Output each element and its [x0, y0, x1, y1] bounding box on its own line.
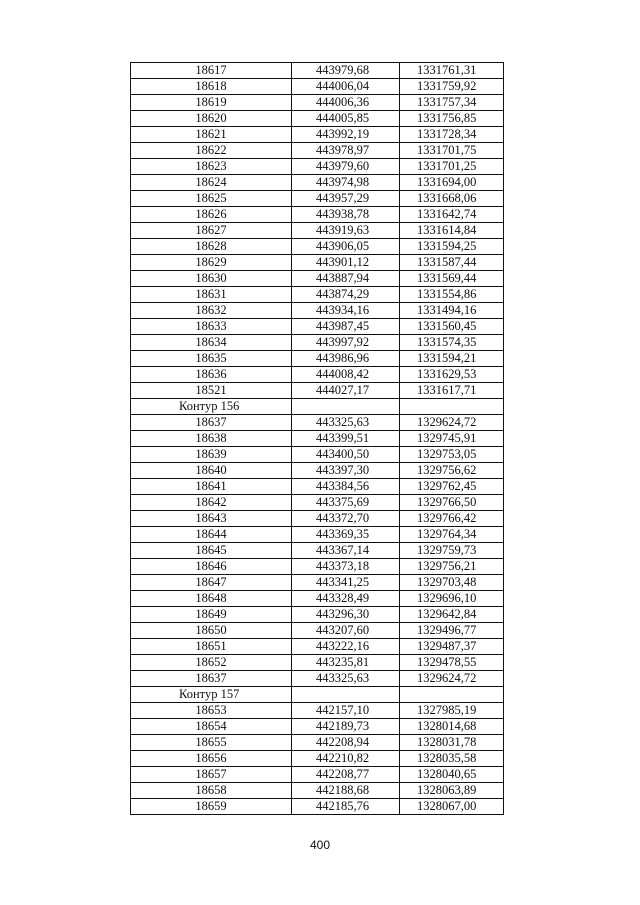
table-row — [131, 239, 504, 255]
y-coordinate: 1331668,06 — [400, 191, 504, 207]
x-coordinate: 443375,69 — [292, 495, 400, 511]
y-coordinate: 1329766,50 — [400, 495, 504, 511]
point-number: 18641 — [131, 479, 292, 495]
contour-heading-row — [131, 399, 504, 415]
table-row — [131, 479, 504, 495]
point-number: 18654 — [131, 719, 292, 735]
y-coordinate: 1329745,91 — [400, 431, 504, 447]
table-row — [131, 367, 504, 383]
y-coordinate: 1329696,10 — [400, 591, 504, 607]
x-coordinate: 443235,81 — [292, 655, 400, 671]
table-row — [131, 319, 504, 335]
table-row — [131, 591, 504, 607]
y-coordinate: 1331757,34 — [400, 95, 504, 111]
table-row — [131, 271, 504, 287]
x-coordinate: 443906,05 — [292, 239, 400, 255]
table-row — [131, 767, 504, 783]
table-row — [131, 751, 504, 767]
x-coordinate: 443328,49 — [292, 591, 400, 607]
y-coordinate: 1331756,85 — [400, 111, 504, 127]
point-number: 18629 — [131, 255, 292, 271]
table-row — [131, 447, 504, 463]
point-number: 18645 — [131, 543, 292, 559]
y-coordinate: 1328063,89 — [400, 783, 504, 799]
y-coordinate: 1331694,00 — [400, 175, 504, 191]
y-coordinate: 1331629,53 — [400, 367, 504, 383]
contour-label: Контур 156 — [131, 399, 292, 415]
y-coordinate: 1329756,21 — [400, 559, 504, 575]
table-row — [131, 527, 504, 543]
table-row — [131, 63, 504, 79]
table-row — [131, 143, 504, 159]
x-coordinate: 443901,12 — [292, 255, 400, 271]
x-coordinate: 444008,42 — [292, 367, 400, 383]
point-number: 18649 — [131, 607, 292, 623]
y-coordinate: 1328014,68 — [400, 719, 504, 735]
point-number: 18640 — [131, 463, 292, 479]
y-coordinate: 1327985,19 — [400, 703, 504, 719]
point-number: 18625 — [131, 191, 292, 207]
point-number: 18628 — [131, 239, 292, 255]
y-coordinate: 1328035,58 — [400, 751, 504, 767]
y-coordinate: 1329703,48 — [400, 575, 504, 591]
point-number: 18648 — [131, 591, 292, 607]
point-number: 18644 — [131, 527, 292, 543]
y-coordinate: 1329762,45 — [400, 479, 504, 495]
table-row — [131, 511, 504, 527]
table-row — [131, 95, 504, 111]
point-number: 18643 — [131, 511, 292, 527]
point-number: 18650 — [131, 623, 292, 639]
table-row — [131, 431, 504, 447]
point-number: 18651 — [131, 639, 292, 655]
x-coordinate: 443399,51 — [292, 431, 400, 447]
table-row — [131, 287, 504, 303]
point-number: 18639 — [131, 447, 292, 463]
table-row — [131, 159, 504, 175]
x-coordinate: 443997,92 — [292, 335, 400, 351]
x-coordinate: 442189,73 — [292, 719, 400, 735]
x-coordinate: 443987,45 — [292, 319, 400, 335]
y-coordinate: 1329766,42 — [400, 511, 504, 527]
point-number: 18642 — [131, 495, 292, 511]
point-number: 18657 — [131, 767, 292, 783]
point-number: 18656 — [131, 751, 292, 767]
point-number: 18633 — [131, 319, 292, 335]
y-coordinate: 1331594,25 — [400, 239, 504, 255]
table-row — [131, 223, 504, 239]
table-row — [131, 783, 504, 799]
table-row — [131, 175, 504, 191]
y-coordinate: 1331560,45 — [400, 319, 504, 335]
y-coordinate: 1331642,74 — [400, 207, 504, 223]
point-number: 18637 — [131, 415, 292, 431]
point-number: 18630 — [131, 271, 292, 287]
table-row — [131, 655, 504, 671]
x-coordinate: 442210,82 — [292, 751, 400, 767]
x-coordinate: 443207,60 — [292, 623, 400, 639]
point-number: 18634 — [131, 335, 292, 351]
point-number: 18621 — [131, 127, 292, 143]
y-coordinate: 1331569,44 — [400, 271, 504, 287]
x-coordinate: 443296,30 — [292, 607, 400, 623]
x-coordinate: 442208,77 — [292, 767, 400, 783]
contour-heading-row — [131, 687, 504, 703]
table-row — [131, 79, 504, 95]
table-row — [131, 255, 504, 271]
y-coordinate: 1329624,72 — [400, 671, 504, 687]
x-coordinate: 443325,63 — [292, 415, 400, 431]
x-coordinate: 443384,56 — [292, 479, 400, 495]
x-coordinate: 443978,97 — [292, 143, 400, 159]
contour-label: Контур 157 — [131, 687, 292, 703]
y-coordinate: 1329487,37 — [400, 639, 504, 655]
point-number: 18653 — [131, 703, 292, 719]
y-coordinate: 1331594,21 — [400, 351, 504, 367]
empty-cell — [292, 687, 400, 703]
table-row — [131, 703, 504, 719]
table-row — [131, 607, 504, 623]
x-coordinate: 443887,94 — [292, 271, 400, 287]
x-coordinate: 442188,68 — [292, 783, 400, 799]
x-coordinate: 443341,25 — [292, 575, 400, 591]
x-coordinate: 443974,98 — [292, 175, 400, 191]
y-coordinate: 1331701,25 — [400, 159, 504, 175]
table-row — [131, 463, 504, 479]
y-coordinate: 1331614,84 — [400, 223, 504, 239]
point-number: 18623 — [131, 159, 292, 175]
table-row — [131, 623, 504, 639]
point-number: 18659 — [131, 799, 292, 815]
point-number: 18638 — [131, 431, 292, 447]
x-coordinate: 444027,17 — [292, 383, 400, 399]
coordinate-table — [130, 62, 504, 815]
y-coordinate: 1331617,71 — [400, 383, 504, 399]
table-row — [131, 639, 504, 655]
table-row — [131, 191, 504, 207]
x-coordinate: 444005,85 — [292, 111, 400, 127]
x-coordinate: 443986,96 — [292, 351, 400, 367]
x-coordinate: 442157,10 — [292, 703, 400, 719]
point-number: 18618 — [131, 79, 292, 95]
y-coordinate: 1329642,84 — [400, 607, 504, 623]
y-coordinate: 1331587,44 — [400, 255, 504, 271]
table-row — [131, 415, 504, 431]
x-coordinate: 443222,16 — [292, 639, 400, 655]
table-row — [131, 351, 504, 367]
table-row — [131, 383, 504, 399]
y-coordinate: 1328067,00 — [400, 799, 504, 815]
empty-cell — [292, 399, 400, 415]
x-coordinate: 443400,50 — [292, 447, 400, 463]
x-coordinate: 443367,14 — [292, 543, 400, 559]
table-row — [131, 335, 504, 351]
x-coordinate: 443369,35 — [292, 527, 400, 543]
y-coordinate: 1331761,31 — [400, 63, 504, 79]
point-number: 18622 — [131, 143, 292, 159]
x-coordinate: 442185,76 — [292, 799, 400, 815]
y-coordinate: 1329624,72 — [400, 415, 504, 431]
empty-cell — [400, 399, 504, 415]
table-row — [131, 559, 504, 575]
point-number: 18619 — [131, 95, 292, 111]
y-coordinate: 1329756,62 — [400, 463, 504, 479]
y-coordinate: 1329478,55 — [400, 655, 504, 671]
point-number: 18652 — [131, 655, 292, 671]
x-coordinate: 443957,29 — [292, 191, 400, 207]
point-number: 18635 — [131, 351, 292, 367]
y-coordinate: 1329764,34 — [400, 527, 504, 543]
x-coordinate: 444006,04 — [292, 79, 400, 95]
x-coordinate: 443325,63 — [292, 671, 400, 687]
point-number: 18636 — [131, 367, 292, 383]
y-coordinate: 1331701,75 — [400, 143, 504, 159]
point-number: 18521 — [131, 383, 292, 399]
table-row — [131, 495, 504, 511]
x-coordinate: 443979,68 — [292, 63, 400, 79]
point-number: 18647 — [131, 575, 292, 591]
y-coordinate: 1329759,73 — [400, 543, 504, 559]
point-number: 18620 — [131, 111, 292, 127]
point-number: 18624 — [131, 175, 292, 191]
point-number: 18632 — [131, 303, 292, 319]
point-number: 18646 — [131, 559, 292, 575]
y-coordinate: 1331574,35 — [400, 335, 504, 351]
table-row — [131, 111, 504, 127]
y-coordinate: 1331728,34 — [400, 127, 504, 143]
table-row — [131, 303, 504, 319]
table-row — [131, 671, 504, 687]
table-row — [131, 735, 504, 751]
y-coordinate: 1331759,92 — [400, 79, 504, 95]
x-coordinate: 442208,94 — [292, 735, 400, 751]
x-coordinate: 443934,16 — [292, 303, 400, 319]
x-coordinate: 443919,63 — [292, 223, 400, 239]
x-coordinate: 443372,70 — [292, 511, 400, 527]
table-row — [131, 799, 504, 815]
point-number: 18655 — [131, 735, 292, 751]
point-number: 18617 — [131, 63, 292, 79]
point-number: 18637 — [131, 671, 292, 687]
page-number: 400 — [309, 838, 331, 852]
y-coordinate: 1331554,86 — [400, 287, 504, 303]
x-coordinate: 443992,19 — [292, 127, 400, 143]
point-number: 18626 — [131, 207, 292, 223]
x-coordinate: 443979,60 — [292, 159, 400, 175]
coordinate-table-body — [131, 63, 504, 815]
y-coordinate: 1328040,65 — [400, 767, 504, 783]
y-coordinate: 1329496,77 — [400, 623, 504, 639]
table-row — [131, 207, 504, 223]
x-coordinate: 443874,29 — [292, 287, 400, 303]
x-coordinate: 444006,36 — [292, 95, 400, 111]
point-number: 18658 — [131, 783, 292, 799]
y-coordinate: 1331494,16 — [400, 303, 504, 319]
x-coordinate: 443938,78 — [292, 207, 400, 223]
y-coordinate: 1328031,78 — [400, 735, 504, 751]
point-number: 18631 — [131, 287, 292, 303]
table-row — [131, 127, 504, 143]
table-row — [131, 543, 504, 559]
empty-cell — [400, 687, 504, 703]
table-row — [131, 719, 504, 735]
y-coordinate: 1329753,05 — [400, 447, 504, 463]
x-coordinate: 443373,18 — [292, 559, 400, 575]
point-number: 18627 — [131, 223, 292, 239]
x-coordinate: 443397,30 — [292, 463, 400, 479]
table-row — [131, 575, 504, 591]
